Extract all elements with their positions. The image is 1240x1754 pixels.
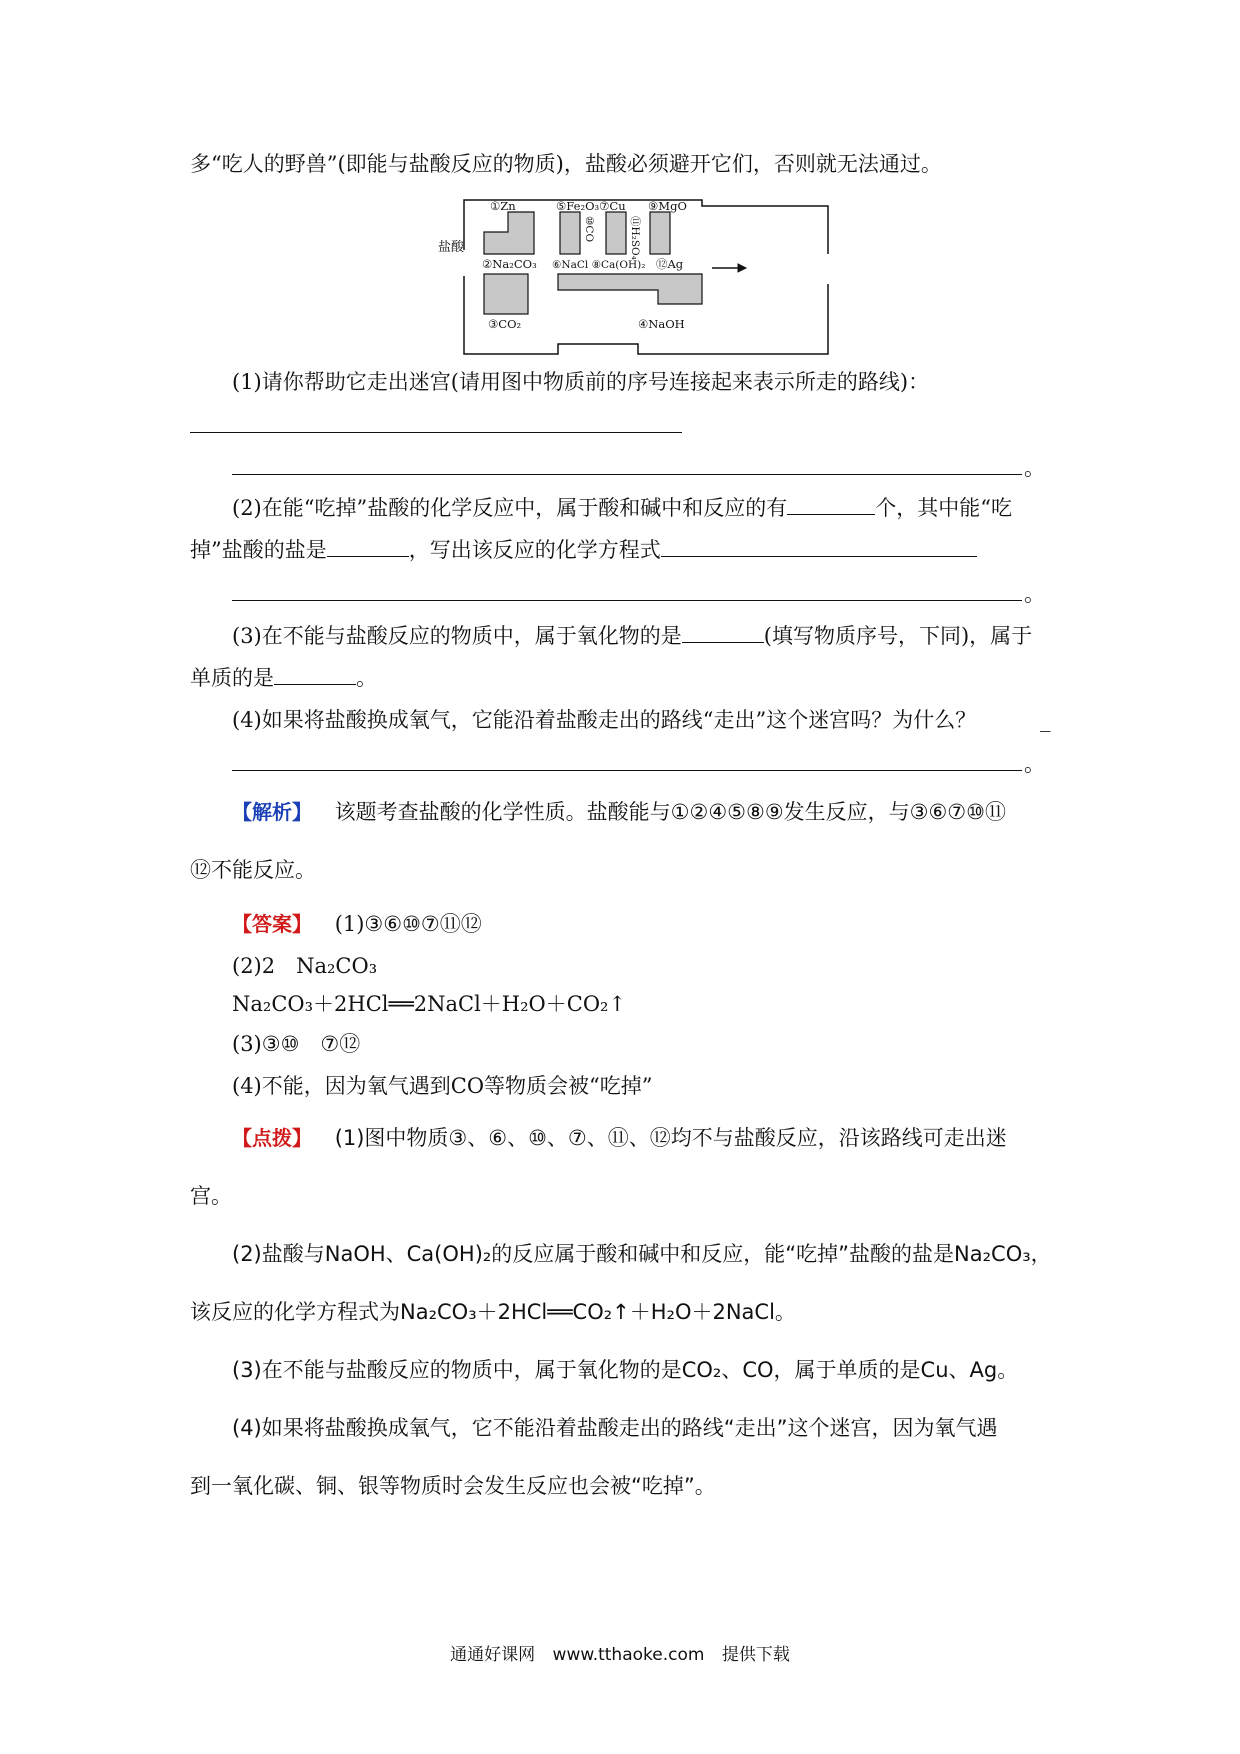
- tips-tag: 【点拨】: [232, 1126, 312, 1150]
- label-ag: ⑫Ag: [656, 257, 684, 271]
- analysis-line-1: 【解析】 该题考查盐酸的化学性质。盐酸能与①②④⑤⑧⑨发生反应，与③⑥⑦⑩⑪: [232, 800, 1006, 824]
- label-na2co3: ②Na₂CO₃: [482, 257, 537, 271]
- answer-3: (3)③⑩ ⑦⑫: [232, 1032, 361, 1056]
- intro-text: 多“吃人的野兽”(即能与盐酸反应的物质)，盐酸必须避开它们，否则就无法通过。: [190, 152, 942, 176]
- label-nacl-caoh2: ⑥NaCl ⑧Ca(OH)₂: [552, 259, 646, 271]
- answer-tag: 【答案】: [232, 912, 312, 936]
- page-footer: [0, 1640, 1240, 1665]
- question-1: (1)请你帮助它走出迷宫(请用图中物质前的序号连接起来表示所走的路线)：: [232, 370, 930, 394]
- block-naoh: [558, 274, 702, 304]
- answer-line: [232, 474, 1022, 475]
- label-mgo: ⑨MgO: [648, 199, 687, 213]
- analysis-line-2: ⑫不能反应。: [190, 858, 316, 882]
- period: 。: [1024, 582, 1045, 606]
- tips-line-3: (3)在不能与盐酸反应的物质中，属于氧化物的是CO₂、CO，属于单质的是Cu、Ag。: [232, 1358, 1019, 1382]
- answer-line: [232, 600, 1022, 601]
- block-fe2o3: [560, 212, 580, 254]
- answer-line-1: 【答案】 (1)③⑥⑩⑦⑪⑫: [232, 912, 482, 936]
- analysis-tag: 【解析】: [232, 800, 312, 824]
- answer-4: (4)不能，因为氧气遇到CO等物质会被“吃掉”: [232, 1074, 653, 1098]
- answer-line: [232, 770, 1022, 771]
- footer-suffix: 提供下载: [721, 1645, 790, 1665]
- question-3-cont: 单质的是 。: [190, 666, 377, 690]
- block-zn: [484, 212, 534, 254]
- block-cu: [606, 212, 626, 254]
- tips-line-1b: 宫。: [190, 1184, 232, 1208]
- question-3: (3)在不能与盐酸反应的物质中，属于氧化物的是 (填写物质序号，下同)，属于: [232, 624, 1033, 648]
- blank: [274, 664, 356, 685]
- maze-diagram: [462, 198, 830, 358]
- block-mgo: [650, 212, 670, 254]
- blank: [661, 536, 977, 557]
- tips-line-2: (2)盐酸与NaOH、Ca(OH)₂的反应属于酸和碱中和反应，能“吃掉”盐酸的盐是Na₂CO₃，: [232, 1242, 1052, 1266]
- block-co2: [484, 274, 528, 314]
- label-co2: ③CO₂: [488, 317, 522, 331]
- question-2: (2)在能“吃掉”盐酸的化学反应中，属于酸和碱中和反应的有 个，其中能“吃: [232, 496, 1012, 520]
- question-4-tail: _: [1040, 708, 1051, 732]
- footer-url[interactable]: www.tthaoke.com: [552, 1645, 705, 1665]
- exit-arrow: [712, 264, 746, 272]
- label-zn: ①Zn: [490, 199, 516, 213]
- blank: [787, 494, 875, 515]
- label-naoh: ④NaOH: [638, 317, 685, 331]
- question-4: (4)如果将盐酸换成氧气，它能沿着盐酸走出的路线“走出”这个迷宫吗？为什么？: [232, 708, 977, 732]
- label-fe2o3-cu: ⑤Fe₂O₃⑦Cu: [556, 199, 626, 213]
- period: 。: [1024, 752, 1045, 776]
- tips-line-2b: 该反应的化学方程式为Na₂CO₃＋2HCl══CO₂↑＋H₂O＋2NaCl。: [190, 1300, 796, 1324]
- footer-site-name: 通通好课网: [450, 1645, 536, 1665]
- question-2-cont: 掉”盐酸的盐是 ，写出该反应的化学方程式: [190, 536, 977, 564]
- answer-2: (2)2 Na₂CO₃: [232, 954, 378, 978]
- blank: [327, 536, 409, 557]
- maze-entry-label: 盐酸: [438, 240, 465, 255]
- blank: [682, 622, 764, 643]
- tips-line-1: 【点拨】 (1)图中物质③、⑥、⑩、⑦、⑪、⑫均不与盐酸反应，沿该路线可走出迷: [232, 1126, 1007, 1150]
- period: 。: [1024, 456, 1045, 480]
- tips-line-4: (4)如果将盐酸换成氧气，它不能沿着盐酸走出的路线“走出”这个迷宫，因为氧气遇: [232, 1416, 998, 1440]
- answer-line: [190, 432, 682, 433]
- label-h2so4: ⑪H₂SO₄: [629, 216, 641, 260]
- answer-2-equation: Na₂CO₃＋2HCl══2NaCl＋H₂O＋CO₂↑: [232, 992, 627, 1016]
- label-co: ⑩CO: [583, 216, 595, 243]
- tips-line-4b: 到一氧化碳、铜、银等物质时会发生反应也会被“吃掉”。: [190, 1474, 716, 1498]
